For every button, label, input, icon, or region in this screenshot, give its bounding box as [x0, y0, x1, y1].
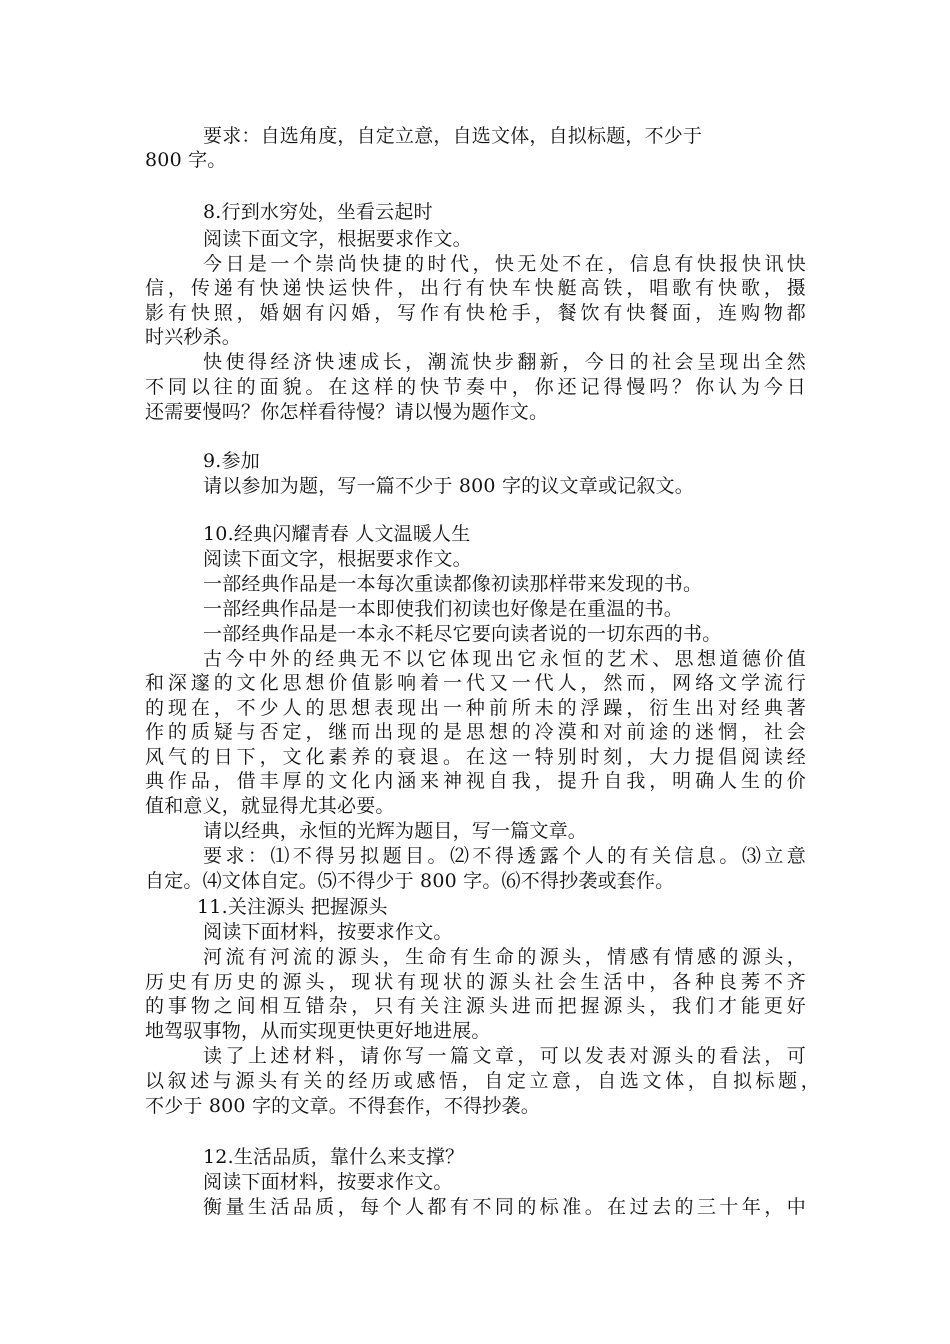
- paragraph-line: 一部经典作品是一本每次重读都像初读那样带来发现的书。: [203, 573, 703, 595]
- paragraph-line: 的事物之间相互错杂，只有关注源头进而把握源头，我们才能更好: [145, 995, 806, 1017]
- paragraph-line: 河流有河流的源头，生命有生命的源头，情感有情感的源头，: [203, 946, 806, 968]
- paragraph-line: 阅读下面材料，按要求作文。: [203, 921, 453, 943]
- paragraph-line: 今日是一个崇尚快捷的时代，快无处不在，信息有快报快讯快: [203, 253, 806, 275]
- paragraph-line: 和深邃的文化思想价值影响着一代又一代人，然而，网络文学流行: [145, 672, 806, 694]
- paragraph-line: 请以参加为题，写一篇不少于 800 字的议文章或记叙文。: [203, 475, 694, 497]
- paragraph-line: 的现在，不少人的思想表现出一种前所未的浮躁，衍生出对经典著: [145, 697, 806, 719]
- heading-8: 8.行到水穷处，坐看云起时: [203, 201, 433, 223]
- paragraph-line: 一部经典作品是一本即使我们初读也好像是在重温的书。: [203, 598, 684, 620]
- paragraph-line: 阅读下面文字，根据要求作文。: [203, 228, 472, 250]
- requirement-line: 自定。⑷文体自定。⑸不得少于 800 字。⑹不得抄袭或套作。: [145, 870, 675, 892]
- paragraph-line: 信，传递有快递快运快件，出行有快车快艇高铁，唱歌有快歌，摄: [145, 277, 806, 299]
- paragraph-line: 值和意义，就显得尤其必要。: [145, 795, 395, 817]
- paragraph-line: 请以经典，永恒的光辉为题目，写一篇文章。: [203, 820, 588, 842]
- paragraph-line: 影有快照，婚姻有闪婚，写作有快枪手，餐饮有快餐面，连购物都: [145, 302, 806, 324]
- paragraph-line: 典作品，借丰厚的文化内涵来神视自我，提升自我，明确人生的价: [145, 770, 806, 792]
- paragraph-line: 历史有历史的源头，现状有现状的源头社会生活中，各种良莠不齐: [145, 971, 806, 993]
- paragraph-line: 衡量生活品质，每个人都有不同的标准。在过去的三十年，中: [203, 1196, 806, 1218]
- paragraph-line: 快使得经济快速成长，潮流快步翻新，今日的社会呈现出全然: [203, 351, 806, 373]
- paragraph-line: 读了上述材料，请你写一篇文章，可以发表对源头的看法，可: [203, 1045, 806, 1067]
- requirement-line: 要求：⑴不得另拟题目。⑵不得透露个人的有关信息。⑶立意: [203, 845, 806, 867]
- paragraph-line: 不少于 800 字的文章。不得套作，不得抄袭。: [145, 1095, 540, 1117]
- paragraph-line: 一部经典作品是一本永不耗尽它要向读者说的一切东西的书。: [203, 623, 722, 645]
- paragraph-line: 阅读下面材料，按要求作文。: [203, 1171, 453, 1193]
- paragraph-line: 阅读下面文字，根据要求作文。: [203, 548, 472, 570]
- requirement-line-1: 要求：自选角度，自定立意，自选文体，自拟标题，不少于: [203, 125, 703, 147]
- paragraph-line: 以叙述与源头有关的经历或感悟，自定立意，自选文体，自拟标题，: [145, 1070, 820, 1092]
- paragraph-line: 风气的日下，文化素养的衰退。在这一特别时刻，大力提倡阅读经: [145, 746, 806, 768]
- paragraph-line: 地驾驭事物，从而实现更快更好地进展。: [145, 1020, 491, 1042]
- heading-11: 11.关注源头 把握源头: [197, 896, 388, 918]
- heading-10: 10.经典闪耀青春 人文温暖人生: [203, 523, 471, 545]
- heading-12: 12.生活品质，靠什么来支撑？: [203, 1146, 465, 1168]
- requirement-line-2: 800 字。: [145, 149, 227, 171]
- paragraph-line: 时兴秒杀。: [145, 326, 242, 348]
- paragraph-line: 不同以往的面貌。在这样的快节奏中，你还记得慢吗？你认为今日: [145, 376, 806, 398]
- paragraph-line: 古今中外的经典无不以它体现出它永恒的艺术、思想道德价值: [203, 648, 806, 670]
- paragraph-line: 还需要慢吗？你怎样看待慢？请以慢为题作文。: [145, 401, 549, 423]
- paragraph-line: 作的质疑与否定，继而出现的是思想的冷漠和对前途的迷惘，社会: [145, 721, 806, 743]
- heading-9: 9.参加: [203, 450, 260, 472]
